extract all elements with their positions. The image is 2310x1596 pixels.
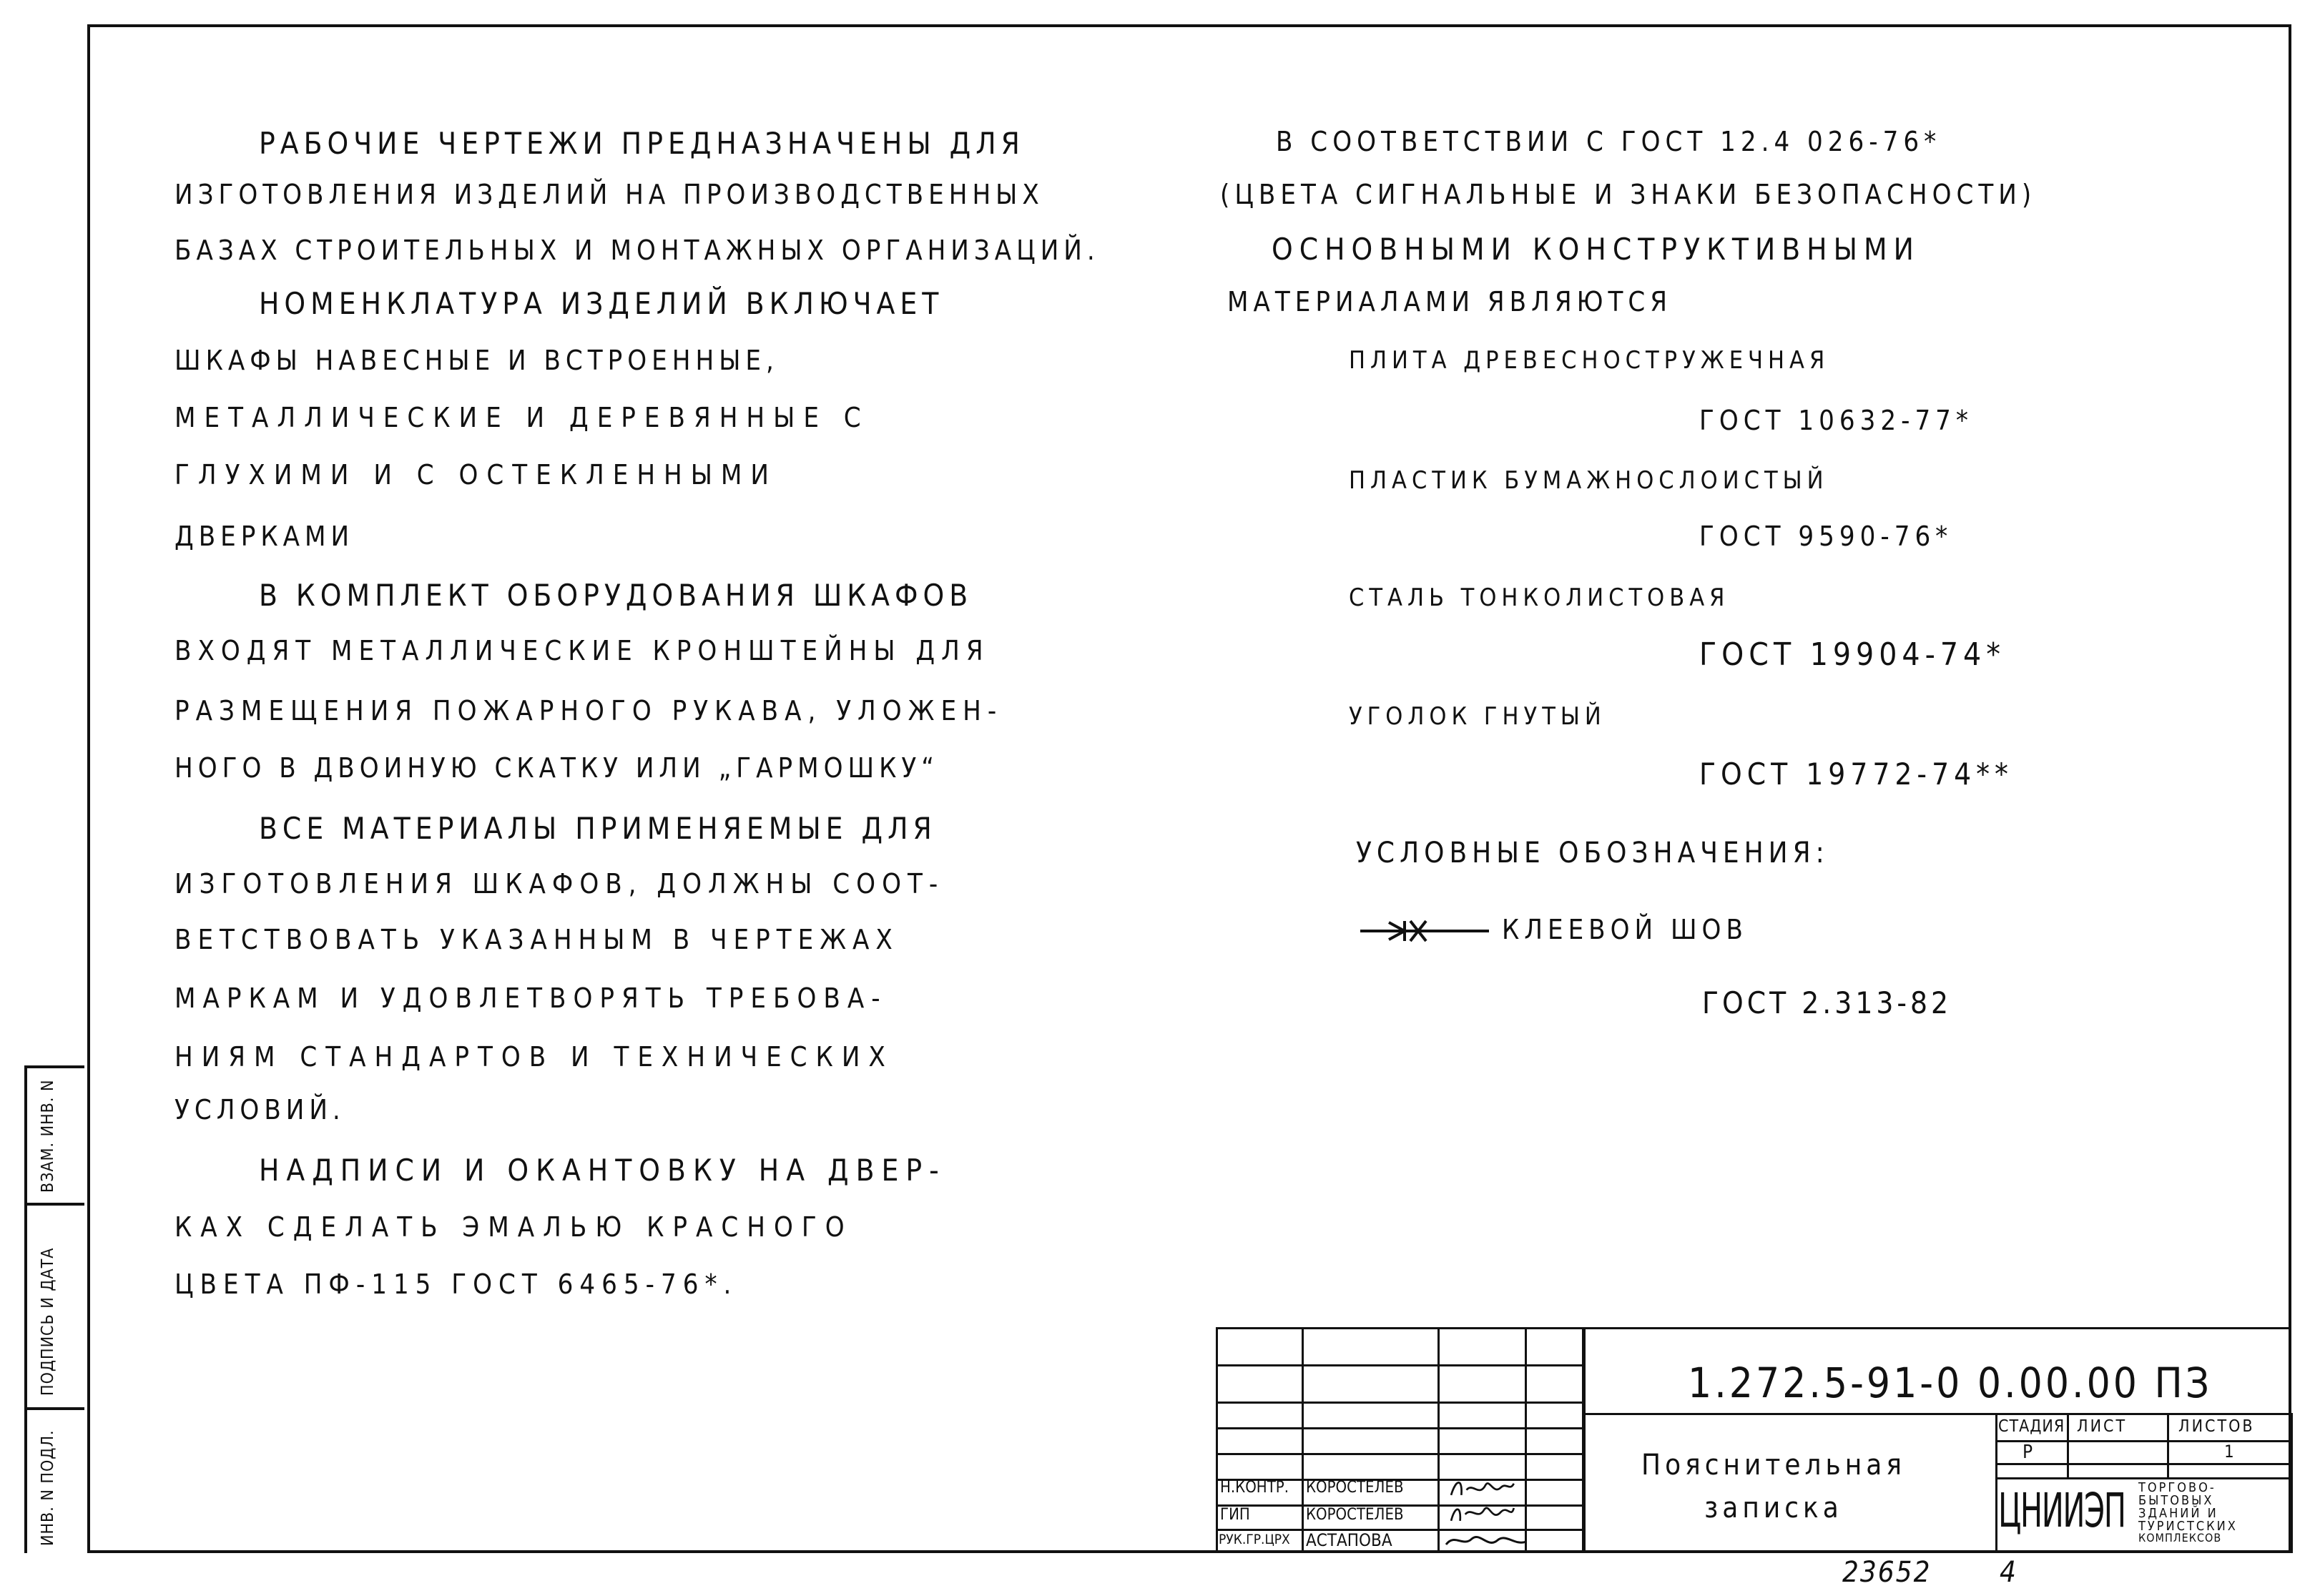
page-number: 4 — [2000, 1556, 2017, 1589]
inv-podl-cell — [24, 1407, 84, 1553]
text-line: ЦВЕТА ПФ-115 ГОСТ 6465-76*. — [175, 1269, 738, 1300]
organization-name-line: БЫТОВЫХ — [2138, 1493, 2214, 1508]
title-block — [1216, 1327, 2291, 1553]
text-line: В КОМПЛЕКТ ОБОРУДОВАНИЯ ШКАФОВ — [259, 578, 973, 613]
role-gip: ГИП — [1220, 1506, 1250, 1524]
text-line: ОСНОВНЫМИ КОНСТРУКТИВНЫМИ — [1272, 232, 1920, 267]
material-standard: ГОСТ 9590-76* — [1699, 521, 1953, 552]
text-line: (ЦВЕТА СИГНАЛЬНЫЕ И ЗНАКИ БЕЗОПАСНОСТИ) — [1220, 179, 2037, 210]
text-line: В СООТВЕТСТВИИ С ГОСТ 12.4 026-76* — [1276, 126, 1942, 157]
adhesive-seam-symbol — [1360, 917, 1489, 945]
organization-name-line: КОМПЛЕКСОВ — [2138, 1531, 2222, 1545]
text-line: НОМЕНКЛАТУРА ИЗДЕЛИЙ ВКЛЮЧАЕТ — [259, 286, 944, 321]
archive-side-stamp — [24, 1065, 87, 1553]
material-standard: ГОСТ 19772-74** — [1699, 757, 2013, 792]
signature-date-label: ПОДПИСЬ И ДАТА — [39, 1247, 57, 1396]
role-n-kontr: Н.КОНТР. — [1220, 1479, 1289, 1497]
text-line: ВЕТСТВОВАТЬ УКАЗАННЫМ В ЧЕРТЕЖАХ — [175, 924, 899, 955]
sheets-value: 1 — [2224, 1442, 2234, 1462]
vzam-inv-label: ВЗАМ. ИНВ. N — [39, 1079, 57, 1193]
document-designation: 1.272.5-91-0 0.00.00 ПЗ — [1688, 1359, 2213, 1407]
sheets-header: ЛИСТОВ — [2178, 1417, 2255, 1436]
signature-gip — [1443, 1502, 1520, 1526]
archive-number: 23652 — [1842, 1556, 1932, 1589]
organization-name-line: ТУРИСТСКИХ — [2138, 1519, 2238, 1534]
legend-standard: ГОСТ 2.313-82 — [1702, 985, 1952, 1020]
material-name: ПЛАСТИК БУМАЖНОСЛОИСТЫЙ — [1349, 466, 1829, 495]
name-gip: КОРОСТЕЛЕВ — [1306, 1506, 1404, 1524]
text-line: ГЛУХИМИ И С ОСТЕКЛЕННЫМИ — [175, 459, 777, 491]
organization-name-line: ТОРГОВО- — [2138, 1480, 2216, 1495]
name-n-kontr: КОРОСТЕЛЕВ — [1306, 1479, 1404, 1497]
text-line: РАЗМЕЩЕНИЯ ПОЖАРНОГО РУКАВА, УЛОЖЕН- — [175, 695, 1003, 726]
text-line: КАХ СДЕЛАТЬ ЭМАЛЬЮ КРАСНОГО — [175, 1211, 853, 1243]
material-name: ПЛИТА ДРЕВЕСНОСТРУЖЕЧНАЯ — [1349, 346, 1830, 375]
signature-ruk-gr — [1443, 1527, 1529, 1552]
sheet-header: ЛИСТ — [2077, 1417, 2128, 1436]
text-line: БАЗАХ СТРОИТЕЛЬНЫХ И МОНТАЖНЫХ ОРГАНИЗАЦИЙ. — [175, 235, 1100, 266]
text-line: ВСЕ МАТЕРИАЛЫ ПРИМЕНЯЕМЫЕ ДЛЯ — [259, 811, 937, 846]
material-name: СТАЛЬ ТОНКОЛИСТОВАЯ — [1349, 583, 1730, 612]
signature-date-cell — [24, 1203, 84, 1407]
text-line: РАБОЧИЕ ЧЕРТЕЖИ ПРЕДНАЗНАЧЕНЫ ДЛЯ — [259, 126, 1025, 161]
text-line: МАРКАМ И УДОВЛЕТВОРЯТЬ ТРЕБОВА- — [175, 982, 888, 1014]
text-line: НАДПИСИ И ОКАНТОВКУ НА ДВЕР- — [259, 1153, 946, 1188]
document-title-line-1: Пояснительная — [1641, 1449, 1906, 1482]
text-line: ИЗГОТОВЛЕНИЯ ИЗДЕЛИЙ НА ПРОИЗВОДСТВЕННЫХ — [175, 179, 1044, 210]
name-ruk-gr: АСТАПОВА — [1306, 1530, 1392, 1550]
text-line: ИЗГОТОВЛЕНИЯ ШКАФОВ, ДОЛЖНЫ СООТ- — [175, 868, 945, 900]
legend-title: УСЛОВНЫЕ ОБОЗНАЧЕНИЯ: — [1356, 837, 1829, 870]
material-standard: ГОСТ 19904-74* — [1699, 636, 2006, 673]
text-line: ДВЕРКАМИ — [175, 521, 355, 552]
vzam-inv-cell — [24, 1065, 84, 1203]
text-line: МАТЕРИАЛАМИ ЯВЛЯЮТСЯ — [1227, 286, 1673, 317]
organization-name-line: ЗДАНИЙ И — [2138, 1506, 2218, 1521]
inv-podl-label: ИНВ. N ПОДЛ. — [39, 1429, 57, 1546]
text-line: ВХОДЯТ МЕТАЛЛИЧЕСКИЕ КРОНШТЕЙНЫ ДЛЯ — [175, 635, 990, 666]
material-name: УГОЛОК ГНУТЫЙ — [1349, 702, 1606, 731]
text-line: УСЛОВИЙ. — [175, 1094, 345, 1125]
text-line: МЕТАЛЛИЧЕСКИЕ И ДЕРЕВЯННЫЕ С — [175, 402, 870, 433]
role-ruk-gr: РУК.ГР.ЦРХ — [1219, 1532, 1290, 1547]
organization-logo: ЦНИИЭП — [1998, 1483, 2125, 1538]
document-title-line-2: записка — [1704, 1492, 1843, 1524]
drawing-sheet-frame — [87, 24, 2291, 1553]
stage-value: Р — [2023, 1442, 2033, 1463]
material-standard: ГОСТ 10632-77* — [1699, 405, 1974, 436]
signature-n-kontr — [1443, 1476, 1520, 1500]
text-line: НИЯМ СТАНДАРТОВ И ТЕХНИЧЕСКИХ — [175, 1041, 894, 1073]
stage-header: СТАДИЯ — [1998, 1417, 2065, 1436]
text-line: ШКАФЫ НАВЕСНЫЕ И ВСТРОЕННЫЕ, — [175, 345, 779, 376]
text-line: НОГО В ДВОИНУЮ СКАТКУ ИЛИ „ГАРМОШКУ“ — [175, 752, 939, 784]
legend-item: КЛЕЕВОЙ ШОВ — [1502, 914, 1748, 945]
